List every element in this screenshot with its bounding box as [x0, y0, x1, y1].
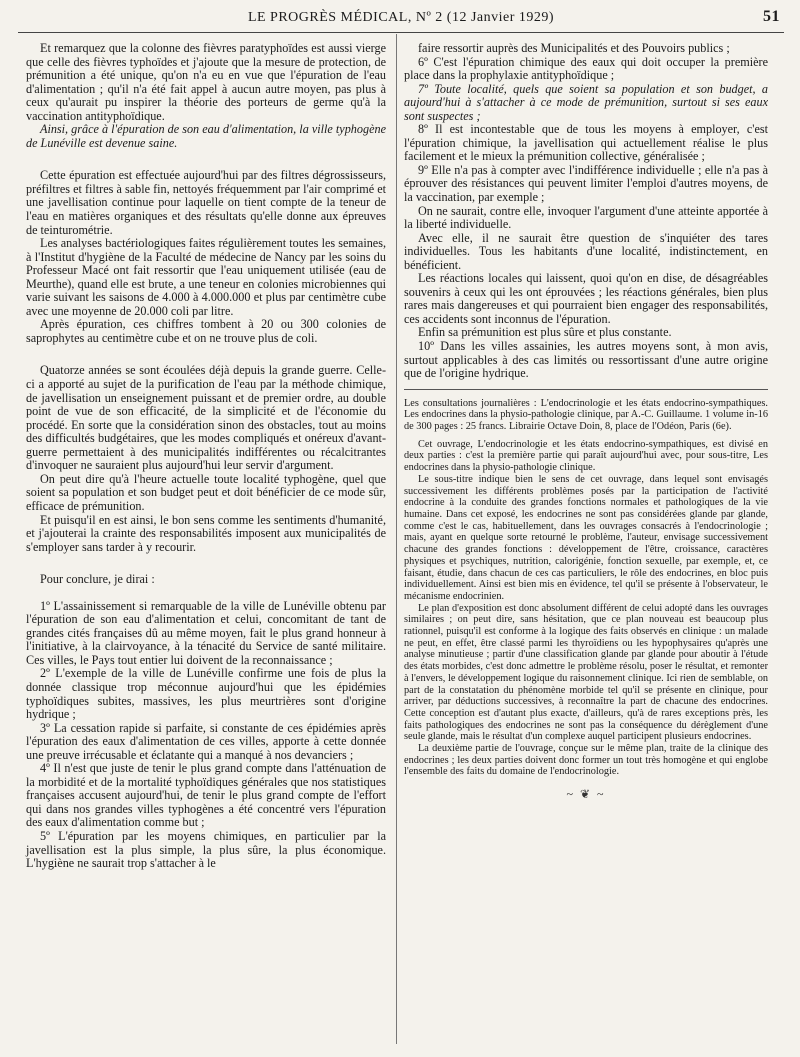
journal-title: LE PROGRÈS MÉDICAL, Nº 2 (12 Janvier 1929): [247, 10, 555, 25]
section-rule: [404, 389, 768, 390]
conclusion-item: 8º Il est incontestable que de tous les moyens à employer, c'est l'épuration chimique, la javellisation qui actuellement réalise le plus facilement et le mieux la prémunition collective, généralisée ;: [404, 122, 768, 164]
paragraph: Et puisqu'il en est ainsi, le bon sens comme les sentiments d'humanité, et j'ajouterai la crainte des responsabilités imposent aux municipalités de s'employer sans tarder à y recourir.: [26, 512, 386, 554]
conclusion-item: 3º La cessation rapide si parfaite, si constante de ces épidémies après l'épuration des eaux d'alimentation de ces villes, apporte à cette donnée une preuve irrécusable et éclatante qui a manqué à nos devanciers ;: [26, 720, 386, 762]
review-paragraph: La deuxième partie de l'ouvrage, conçue sur le même plan, traite de la clinique des endocrines ; les deux parties doivent donc former un tout très homogène et qui englobe l'ensemble des faits du domaine de l'endocrinologie.: [404, 743, 768, 778]
conclusion-heading: Pour conclure, je dirai :: [40, 572, 155, 587]
conclusion-item: 7º Toute localité, quels que soient sa population et son budget, a aujourd'hui à s'attacher à ce mode de prémunition, surtout si ses eaux sont suspectes ;: [404, 81, 768, 123]
conclusion-item: 4º Il n'est que juste de tenir le plus grand compte dans l'atténuation de la morbidité et de la mortalité typhoïdiques générales que nos statistiques françaises accusent aujourd'hui, de tenir le plus grand compte de l'effort qui dans nos grandes villes typhogènes a été concentré vers l'épuration des eaux d'alimentation comme but ;: [26, 761, 386, 830]
header-rule: [18, 32, 784, 33]
conclusion-item: faire ressortir auprès des Municipalités et des Pouvoirs publics ;: [418, 41, 730, 55]
paragraph: Avec elle, il ne saurait être question de s'inquiéter des tares individuelles. Tous les habitants d'une localité, indistinctement, en bénéficient.: [404, 230, 768, 272]
fleuron-ornament: ~ ❦ ~: [566, 787, 606, 802]
paragraph: On ne saurait, contre elle, invoquer l'argument d'une atteinte apportée à la liberté individuelle.: [404, 203, 768, 232]
paragraph: Enfin sa prémunition est plus sûre et plus constante.: [418, 325, 672, 340]
review-reference: Les consultations journalières : L'endocrinologie et les états endocrino-sympathiques. Les endocrines dans la physio-pathologie clinique, par A.-C. Guillaume. 1 volume in-16 de 300 pages : 25 francs. Librairie Octave Doin, 8, place de l'Odéon, Paris (6e).: [404, 397, 768, 433]
paragraph: Les réactions locales qui laissent, quoi qu'on en dise, de désagréables souvenirs à ceux qui les ont éprouvées ; les réactions générales, bien plus rares mais dangereuses et qui pourraient bien engager des responsabilités, ces accidents sont inconnus de l'épuration.: [404, 271, 768, 326]
page-number: 51: [763, 8, 780, 25]
paragraph: Les analyses bactériologiques faites régulièrement toutes les semaines, à l'Institut d'hygiène de la Faculté de médecine de Nancy par les soins du Professeur Macé ont fait ressortir que l'eau uniquement utilisée (eau de Meurthe), quand elle est brute, a une teneur en colonies microbiennes qui varie suivant les saisons de 4.000 à 4.000.000 et plus par centimètre cube avec une moyenne de 20.000 coli par litre.: [26, 236, 386, 318]
conclusion-item: 1º L'assainissement si remarquable de la ville de Lunéville obtenu par l'épuration de son eau d'alimentation et celui, concomitant de tant de grandes cités françaises dû au même moyen, fait le plus grand honneur à l'initiative, à la clairvoyance, à la ténacité du Service de santé militaire. Ces villes, le Pays tout entier lui doivent de la reconnaissance ;: [26, 598, 386, 667]
paragraph: Après épuration, ces chiffres tombent à 20 ou 300 colonies de saprophytes au centimètre cube et on ne trouve plus de coli.: [26, 317, 386, 345]
review-paragraph: Le plan d'exposition est donc absolument différent de celui adopté dans les ouvrages similaires ; on peut dire, sans hésitation, que ce plan nouveau est beaucoup plus rationnel, puisqu'il est conforme à la logique des faits observés en clinique : un malade ne peut, en effet, être classé parmi les thyroïdiens ou les hypophysaires qu'après une analyse minutieuse ; partir d'une classification glande par glande pour aboutir à l'étude des états morbides, c'est donc admettre le problème résolu, poser le résultat, et remonter à l'envers, le développement logique du raisonnement clinique. Ici rien de semblable, on part de la constatation du phénomène morbide tel qu'il se présente en clinique, pour arriver, par déductions successives, à reconnaître la part de chacune des endocrines. Cette conception est d'autant plus exacte, d'ailleurs, qu'à de rares exceptions près, les faits pathologiques des endocrines ne sont pas la conséquence du dérèglement d'une seule glande, mais le résultat d'un complexe auquel participent plusieurs endocrines.: [404, 602, 768, 743]
paragraph: Et remarquez que la colonne des fièvres paratyphoïdes est aussi vierge que celle des fièvres typhoïdes et j'ajoute que la mesure de protection, de prémunition a été unique, qu'on n'a eu en vue que l'épuration de l'eau d'alimentation ; qu'il n'a été fait appel à aucun autre moyen, pas plus à ceux qu'aurait pu inspirer la théorie des porteurs de germe qu'à la vaccination antityphoïdique.: [26, 41, 386, 123]
conclusion-item: 10º Dans les villes assainies, les autres moyens sont, à mon avis, surtout applicables à des cas limités ou ressortissant d'une autre origine que de l'origine hydrique.: [404, 339, 768, 381]
book-review: [404, 398, 768, 802]
left-column: [26, 42, 386, 871]
conclusion-item: 5º L'épuration par les moyens chimiques, en particulier par la javellisation est la plus simple, la plus sûre, la plus économique. L'hygiène ne saurait trop s'attacher à le: [26, 828, 386, 871]
paragraph: Quatorze années se sont écoulées déjà depuis la grande guerre. Celle-ci a apporté au sujet de la purification de l'eau par la méthode chimique, de javellisation un enseignement puissant et de premier ordre, au double point de vue de son efficacité, de la simplicité et de l'économie du procédé. En sorte que la considération sinon des obstacles, tout au moins des difficultés budgétaires, que les modes compliqués et onéreux d'avant-guerre permettaient à des municipalités indifférentes ou récalcitrantes d'invoquer ne sauraient plus aujourd'hui leur servir d'argument.: [26, 363, 386, 473]
column-divider: [396, 34, 397, 1044]
right-column: [404, 42, 768, 802]
paragraph: Ainsi, grâce à l'épuration de son eau d'alimentation, la ville typhogène de Lunéville est devenue saine.: [26, 122, 386, 150]
conclusion-item: 6º C'est l'épuration chimique des eaux qui doit occuper la première place dans la prophylaxie antityphoïdique ;: [404, 54, 768, 83]
paragraph: On peut dire qu'à l'heure actuelle toute localité typhogène, quel que soient sa population et son budget peut et doit bénéficier de ce mode sûr, efficace de prémunition.: [26, 471, 386, 513]
conclusion-item: 2º L'exemple de la ville de Lunéville confirme une fois de plus la donnée classique trop méconnue aujourd'hui que les épidémies typhoïdiques subites, massives, les plus meurtrières sont d'origine hydrique ;: [26, 666, 386, 722]
review-paragraph: Le sous-titre indique bien le sens de cet ouvrage, dans lequel sont envisagés successivement les différents problèmes posés par la participation de l'activité endocrine à la conduite des grandes fonctions normales et pathologiques de la vie humaine. Dans cet exposé, les endocrines ne sont pas considérées glande par glande, comme c'est le cas, habituellement, dans les ouvrages consacrés à l'endocrinologie ; mais, ayant en quelque sorte retourné le problème, l'auteur, envisage successivement chacune des grandes fonctions : développement de l'être, croissance, caractères physiques et psychiques, nutrition, calorigénie, fonction sexuelle, par exemple, et, ce faisant, étudie, dans chacun de ces cas particuliers, le rôle des endocrines, en bloc puis individuellement. Ainsi est bien mis en évidence, tel qu'il se présente à l'observateur, le mécanisme endocrinien.: [404, 473, 768, 602]
running-header: [18, 8, 784, 32]
review-paragraph: Cet ouvrage, L'endocrinologie et les états endocrino-sympathiques, est divisé en deux parties : c'est la première partie qui paraît aujourd'hui avec, pour sous-titre, Les endocrines dans la physio-pathologie clinique.: [404, 438, 768, 474]
paragraph: Cette épuration est effectuée aujourd'hui par des filtres dégrossisseurs, préfiltres et filtres à sable fin, nettoyés fréquemment par l'air comprimé et une javellisation continue pour laquelle on tient compte de la teneur de l'eau en matières organiques et des résultats qu'elle donne aux épreuves de teinturométrie.: [26, 168, 386, 237]
conclusion-item: 9º Elle n'a pas à compter avec l'indifférence individuelle ; elle n'a pas à éprouver des résistances qui peuvent limiter l'emploi d'autres moyens, de la vaccination, par exemple ;: [404, 162, 768, 205]
